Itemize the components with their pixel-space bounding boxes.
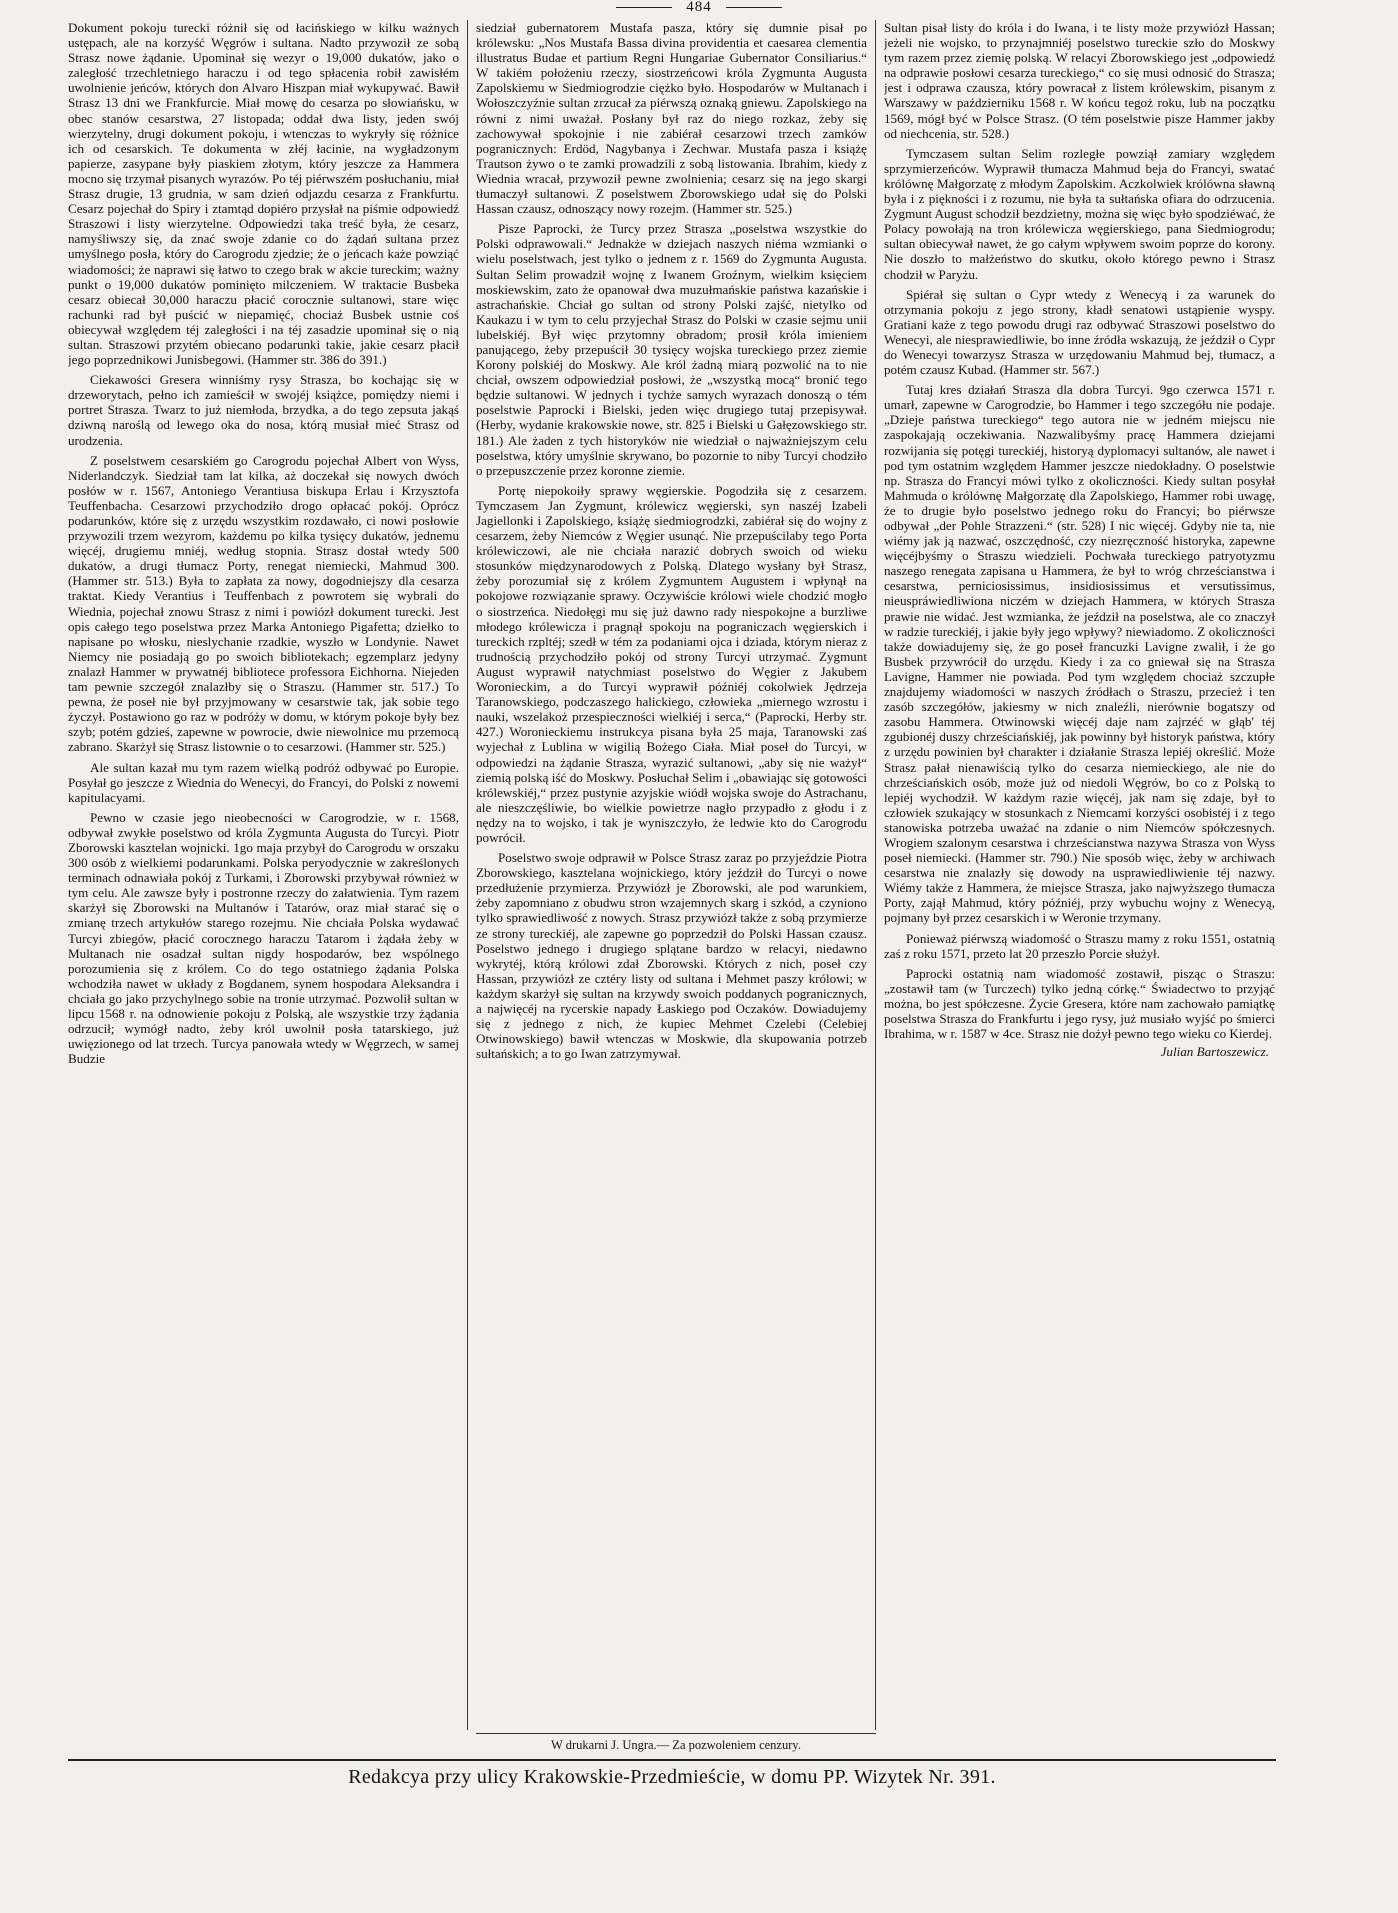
column-divider bbox=[875, 20, 876, 1730]
paragraph: Z poselstwem cesarskiém go Carogrodu pojechał Albert von Wyss, Niderlandczyk. Siedział tam lat kilka, aż doczekał się nowych dwóch posłów w r. 1567, Antoniego Verantiusa biskupa Erlau i Krzysztofa Teuffenbacha. Cesarzowi przychodziło drogo opłacać pokój. Oprócz podarunków, które się z urzędu wszystkim rozdawało, ci nowi posłowie przywozili trzem wezyrom, każdemu po kilka tysięcy dukatów, jednemu więcéj, drugiemu mniéj, według stopnia. Strasz dostał wtedy 500 dukatów, a drugi tłumacz Porty, renegat niemiecki, Mahmud 300. (Hammer str. 513.) Była to zapłata za nowy, dogodniejszy dla cesarza traktat. Kiedy Verantius i Teuffenbach z powrotem się wybrali do Wiednia, pojechał znowu Strasz z nimi i powiózł dokument turecki. Jest opis całego tego poselstwa przez Marka Antoniego Pigafetta; dziełko to napisane po włosku, nieslychanie rzadkie, wyszło w Londynie. Nawet Niemcy nie posiadają go po swoich bibliotekach; egzemplarz jedyny znalazł Hammer w prywatnéj bibliotece professora Eichhorna. Niejeden tam pewnie szczegół znalazłby się o Straszu. (Hammer str. 517.) To pewna, że poseł nie był przyjmowany w cesarstwie tak, jak sobie tego życzył. Postawiono go raz w podróży w domu, w którym pokoje były bez szyb; potém gdzieś, zapewne w powrocie, dwie niewolnice mu przemocą zabrano. Skarżył się Strasz listownie o to cesarzowi. (Hammer str. 525.) bbox=[68, 452, 459, 755]
paragraph: Paprocki ostatnią nam wiadomość zostawił, pisząc o Straszu: „zostawił tam (w Turczech) tylko jedną córkę.“ Świadectwo to przyjąć można, bo jest spółczesne. Życie Gresera, które nam zachowało pamiątkę poselstwa Strasza do Frankfurtu i jego rysy, już musiało wyjść po śmierci Ibrahima, w r. 1587 w 4ce. Strasz nie dożył pewno tego wieku co Kierdej. bbox=[884, 965, 1275, 1042]
editorial-footer: Redakcya przy ulicy Krakowskie-Przedmieście, w domu PP. Wizytek Nr. 391. bbox=[348, 1766, 996, 1788]
column-3 bbox=[884, 20, 1275, 1730]
paragraph: Ponieważ piérwszą wiadomość o Straszu mamy z roku 1551, ostatnią zaś z roku 1571, przeto lat 20 przeszło Porcie służył. bbox=[884, 930, 1275, 961]
column-1 bbox=[68, 20, 459, 1730]
paragraph: Poselstwo swoje odprawił w Polsce Strasz zaraz po przyjeździe Piotra Zborowskiego, kasztelana wojnickiego, który jeździł do Turcyi o nowe przedłużenie przymierza. Przywiózł je Zborowski, ale pod warunkiem, żeby zapomniano z obudwu stron wzajemnych skarg i szkód, a czyniono tylko sprawiedliwość z nowych. Strasz przywiózł także z sobą przymierze ze strony tureckiéj, ale zapewne go poprzedził do Polski Hassan czausz. Poselstwo jednego i drugiego splątane bardzo w relacyi, niedawno wykrytéj, którą królowi zdał Zborowski. Których z nich, poseł czy Hassan, przywiózł ze cztéry listy od sultana i Mehmet paszy królowi; w każdym skarżył się sultan na krzywdy swoich poddanych pogranicznych, a najwięcéj na rycerskie napady Łaskiego pod Oczaków. Dowiadujemy się z jednego z nich, że kupiec Mehmet Czelebi (Celebiej Otwinowskiego) bawił wtenczas w Moskwie, dla skupowania potrzeb sułtańskich; a to go Iwan zatrzymywał. bbox=[476, 850, 867, 1062]
paragraph: Dokument pokoju turecki różnił się od łacińskiego w kilku ważnych ustępach, ale na korzyść Węgrów i sultana. Nadto przywoził ze sobą Strasz nowe żądanie. Upominał się wezyr o 19,000 dukatów, jako o zaległość trzechletniego haraczu i od tego spłacenia robił zawisłém uwolnienie jeńców, których don Alvaro Hiszpan miał wykupywać. Bawił Strasz 13 dni we Frankfurcie. Miał mowę do cesarza po słowiańsku, w obec stanów cesarstwa, 27 listopada; oddał dwa listy, jeden swój wierzytelny, drugi dokument pokoju, i wtenczas to wykryły się różnice ich od cesarskich. Te dokumenta w złéj łacinie, na wygładzonym papierze, zasypane były piaskiem złotym, który jeszcze za Hammera mocno się trzymał pisanych wyrazów. Po téj piérwszém posłuchaniu, miał Strasz drugie, 13 grudnia, w sam dzień odjazdu cesarza z Frankfurtu. Cesarz pojechał do Spiry i ztamtąd dopiéro przysłał na piśmie odpowiedź Straszowi i listy wierzytelne. Odpowiedzi taka treść była, że cesarz, namyśliwszy się, da znać swoje zdanie co do żądań sultana przez umyślnego posła, który do Carogrodu zjedzie; że o jeńcach każe powziąć wiadomości; że naprawi się łatwo to czego brak w akcie tureckim; ważny punkt o 19,000 dukatów pominięto milczeniem. W traktacie Busbeka cesarz obiecał 30,000 haraczu płacić corocznie sultanowi, stare więc rachunki rad był puścić w niepamięć, chociaż Busbek ustnie coś obiecywał względem téj zaległości i na téj zasadzie upominał się o nią sultan. Straszowi przytém obiecano podarunki takie, jakie cesarz płacił jego poprzednikowi Junisbegowi. (Hammer str. 386 do 391.) bbox=[68, 20, 459, 368]
printer-divider bbox=[476, 1733, 876, 1734]
column-2 bbox=[476, 20, 867, 1730]
paragraph: Portę niepokoiły sprawy węgierskie. Pogodziła się z cesarzem. Tymczasem Jan Zygmunt, królewicz węgierski, syn naszéj Izabeli Jagiellonki i Zapolskiego, książę siedmiogrodzki, zabiérał się do wojny z cesarzem, żeby Niemców z Węgier usunąć. Nie przepuścilaby tego Porta królewiczowi, ale nie chciała narazić dobrych swoich od wieku stosunków międzynarodowych z Polską. Dlatego wysłany był Strasz, żeby porozumiał się z królem Zygmuntem Augustem i wpłynął na pokojowe rozwiązanie sprawy. Oczywiście królowi wiele chodzić mogło o siostrzeńca. Niedołęgi mu się już dawno rady niespokojne a burzliwe młodego królewicza i pragnął spokoju na pograniczach węgierskich i tureckich rzpltéj; szedł w tém za podaniami ojca i dziada, którym nieraz z trudnością przychodziło pokój od strony Turcyi utrzymać. Zygmunt August wyprawił natychmiast poselstwo do Węgier z Jakubem Woronieckim, a do Turcyi wyprawił późniéj cokolwiek Jędrzeja Taranowskiego, podczaszego halickiego, człowieka „miernego wzrostu i nauki, wszelakoż przespieczności wielkiéj i serca,“ (Paprocki, Herby str. 427.) Woronieckiemu instrukcya pisana była 25 maja, Taranowski zaś wyjechał z Lublina w wigilią Bożego Ciała. Miał poseł do Turcyi, w odpowiedzi na żądanie Strasza, wyrazić sultanowi, „aby się nie ważył“ ziemią polską iść do Moskwy. Posłuchał Selim i „obawiając się gotowości królewskiéj,“ przez pustynie azyjskie wiódł wojska swoje do Astrachanu, ale nieszczęśliwie, bo wielkie powietrze nagło przypadło z głodu i z nędzy na to wojsko, i tak je wyniszczyło, że ledwie kto do Carogrodu powrócił. bbox=[476, 482, 867, 845]
printer-line: W drukarni J. Ungra.— Za pozwoleniem cenzury. bbox=[551, 1738, 801, 1752]
paragraph: siedział gubernatorem Mustafa pasza, który się dumnie pisał po królewsku: „Nos Mustafa Bassa divina providentia et caesarea clementia illustratus Budae et partium Regni Hungariae Gubernator Consiliarius.“ W takiém położeniu rzeczy, siostrzeńcowi króla Zygmunta Augusta Zapolskiemu w Siedmiogrodzie ciężko było. Hospodarów w Multanach i Wołoszczyźnie sultan zrzucał za piérwszą oznaką gniewu. Zapolskiego na równi z nimi uważał. Posłany był raz do niego rozkaz, żeby się zachowywał spokojnie i nie zabiérał cesarzowi trzech zamków pogranicznych: Erdöd, Nagybanya i Zechwar. Mustafa pasza i książę Trautson żywo o te zamki prowadzili z sobą listowania. Ibrahim, kiedy z Wiednia wracał, przywoził pewne zwolnienia; cesarz się na jego skargi tłumaczył sultanowi. Z poselstwem Zborowskiego udał się do Polski Hassan czausz, odnoszący nowy rozejm. (Hammer str. 525.) bbox=[476, 20, 867, 217]
paragraph: Pisze Paprocki, że Turcy przez Strasza „poselstwa wszystkie do Polski odprawowali.“ Jednakże w dziejach naszych niéma wzmianki o wielu poselstwach, jest tylko o jednem z r. 1569 do Zygmunta Augusta. Sultan Selim prowadził wojnę z Iwanem Groźnym, wielkim księciem moskiewskim, zato że opanował dwa muzułmańskie państwa kazańskie i astrachańskie. Chciał go sultan od strony Polski zajść, nietylko od Kaukazu i w tym to celu przyjechał Strasz do Polski w czasie sejmu unii lubelskiéj. Był więc przytomny obradom; prosił króla imieniem panującego, żeby przepuścił 30 tysięcy wojska tureckiego przez ziemie Korony polskiéj do Moskwy. Ale król żadną miarą pozwolić na to nie chciał, owszem odpowiedział posłowi, że „wszystką mocą“ bronić tego będzie sultanowi. W jednych i tychże samych wyrazach donoszą o tém poselstwie Paprocki i Bielski, jeden więc drugiego tutaj przepisywał. (Herby, wydanie krakowskie nowe, str. 825 i Bielski u Gałęzowskiego str. 181.) Ale żaden z tych historyków nie wiedział o najważniejszym celu poselstwa, który umyślnie skrywano, bo pozornie to niby Turcyi chodziło o przepuszczenie przez koronne ziemie. bbox=[476, 221, 867, 478]
paragraph: Sultan pisał listy do króla i do Iwana, i te listy może przywiózł Hassan; jeżeli nie wojsko, to przynajmniéj poselstwo tureckie szło do Moskwy tym razem przez ziemię polską. W relacyi Zborowskiego jest „odpowiedź na odprawie posłowi cesarza tureckiego,“ co się musi odnosić do Strasza; jest i odprawa czausza, który powracał z listem królewskim, pisanym z Warszawy w październiku 1568 r. W końcu tegoż roku, lub na początku 1569, mógł być w Polsce Strasz. (O tém poselstwie pisze Hammer jakby od niechcenia, str. 528.) bbox=[884, 20, 1275, 141]
paragraph: Pewno w czasie jego nieobecności w Carogrodzie, w r. 1568, odbywał zwykłe poselstwo od króla Zygmunta Augusta do Turcyi. Piotr Zborowski kasztelan wojnicki. 1go maja przybył do Carogrodu w orszaku 300 osób z wielkiemi podarunkami. Polska peryodycznie w zakreślonych terminach odnawiała pokój z Turkami, i Zborowski przybywał również w tym celu. Ale zawsze były i postronne rzeczy do załatwienia. Tym razem skarżył się Zborowski na Multanów i Tatarów, oraz miał starać się o zmianę trzech artykułów starego rozejmu. Nie chciała Polska wydawać Turcyi zbiegów, płacić corocznego haraczu Tatarom i żądała żeby w Multanach nie osadzał sultan nigdy hospodarów, bez wspólnego porozumienia się z królem. Co do tego ostatniego żądania Polska wchodziła nawet w układy z Bogdanem, synem hospodara Aleksandra i chciała go jako przychylnego sobie na tronie utrzymać. Pozwolił sultan w lipcu 1568 r. na odnowienie pokoju z Polską, ale wszystkie trzy żądania odrzucił; wymógł nadto, żeby król uwolnił posła tatarskiego, już uwięzionego od lat trzech. Turcya panowała wtedy w Węgrzech, w samej Budzie bbox=[68, 809, 459, 1067]
page-number: 484 bbox=[0, 0, 1398, 14]
paragraph: Spiérał się sultan o Cypr wtedy z Wenecyą i za warunek do otrzymania pokoju z jego strony, kładł senatowi ustąpienie wyspy. Gratiani każe z tego powodu drugi raz odbywać Straszowi poselstwo do Wenecyi, ale niesprawiedliwie, bo inne źródła wskazują, że jeździł o Cypr do Wenecyi towarzysz Strasza w urzędowaniu Mahmud bej, tłumacz, a potém czausz Kubad. (Hammer str. 567.) bbox=[884, 286, 1275, 378]
footer-divider bbox=[68, 1759, 1276, 1761]
paragraph: Tymczasem sultan Selim rozległe powziął zamiary względem sprzymierzeńców. Wyprawił tłumacza Mahmud beja do Francyi, swatać królównę Małgorzatę z młodym Zapolskim. Aczkolwiek królówna sławną była i z piękności i z rozumu, nie była ta sułtańska ofiara do odrzucenia. Zygmunt August schodził bezdzietny, można się więc było spodziéwać, że Polacy powołają na tron królewicza węgierskiego, pana Siedmiogrodu; sultan obiecywał nawet, że go całym wpływem swoim poprze do korony. Nie doszło to małżeństwo do skutku, około którego pewno i Strasz chodził w Paryżu. bbox=[884, 145, 1275, 282]
text-columns bbox=[68, 20, 1276, 1730]
paragraph: Tutaj kres działań Strasza dla dobra Turcyi. 9go czerwca 1571 r. umarł, zapewne w Carogrodzie, bo Hammer i tego szczegółu nie podaje. „Dzieje państwa tureckiego“ tego autora nie w jedném miejscu nie zaspokajają oczekiwania. Nazwalibyśmy pracę Hammera dziejami rozwijania się potęgi tureckiéj, historyą dyplomacyi sultanów, ale nawet i pod tym ostatnim względem Hammer jeszcze niedokładny. O poselstwie np. Strasza do Francyi mówi tylko z okoliczności. Kiedy sultan posyłał Mahmuda o królównę Małgorzatę dla Zapolskiego, Hammer robi uwagę, że to drugie było poselstwo jednego roku do Francyi; bo piérwsze odbywał „der Pohle Strazzeni.“ (str. 528) I nic więcéj. Gdyby nie ta, nie wiémy jak ją nazwać, oszczędność, czy niezręczność historyka, zapewne więcéjbyśmy o Straszu wiedzieli. Pochwała tureckiego patryotyzmu naszego renegata zapisana u Hammera, że był to wróg chrześcianstwa i cesarstwa, perniciosissimus, insidiosissimus et versutissimus, nieuspráwiedliwiona niczém w dziejach Hammera, w których Strasza prawie nie widać. Jest wzmianka, że jeździł na poselstwa, ale co znaczył w radzie tureckiéj, i jakie były jego wpływy? niewiadomo. Z okoliczności także dowiadujemy się, że go poseł francuzki Lavigne zwalił, i że go Busbek przywrócił do urzędu. Kiedy i za co gniewał się na Strasza Lavigne, Hammer nie powiada. Pod tym względem chociaż szczupłe znajdujemy wiadomości w naszych źródłach o Straszu, przecież i ten zasób szczegółów, jakiesmy w nich znaleźli, nierównie bogatszy od zasobu Hammera. Otwinowski więcéj daje nam zajrzéć w głąb' téj zgubionéj duszy chrześciańskiéj, jak powinny był historyk państwa, który z urzędu powinien był charakter i działanie Strasza lepiéj określić. Może Strasz pałał nienawiścią tylko do cesarza niemieckiego, ale nie do chrześciańskich osób, może już od niedoli Węgrów, bo co z Polską to lepiéj wychodził. W każdym razie więcéj, jak nam się zdaje, był to człowiek szukający w stosunkach z Niemcami korzyści osobistéj i z tego stanowiska potrzeba uważać na zdanie o nim Niemców spółczesnych. Wrogiem szalonym cesarstwa i chrześcianstwa nazywa Strasza von Wyss poseł niemiecki. (Hammer str. 790.) Nie sposób więc, żeby w archiwach cesarstwa nie znalazły się dowody na usprawiedliwienie téj nazwy. Wiémy także z Hammera, że miejsce Strasza, jako najwyższego tłumacza Porty, zajął Mahmud, który późniéj, przy wybuchu wojny z Wenecyą, pojmany był przez cesarskich i w Weronie trzymany. bbox=[884, 382, 1275, 926]
author-signature: Julian Bartoszewicz. bbox=[1160, 1044, 1269, 1060]
paragraph: Ale sultan kazał mu tym razem wielką podróż odbywać po Europie. Posyłał go jeszcze z Wiednia do Wenecyi, do Francyi, do Polski z nowemi kapitulacyami. bbox=[68, 759, 459, 805]
paragraph: Ciekawości Gresera winniśmy rysy Strasza, bo kochając się w drzeworytach, pełno ich zamieścił w swojéj książce, pomiędzy niemi i portret Strasza. Twarz to już niemłoda, brzydka, a do tego zepsuta jakąś dziwną naroślą od lewego oka do nosa, którą musiał mieć Strasz od urodzenia. bbox=[68, 372, 459, 448]
column-divider bbox=[467, 20, 468, 1730]
